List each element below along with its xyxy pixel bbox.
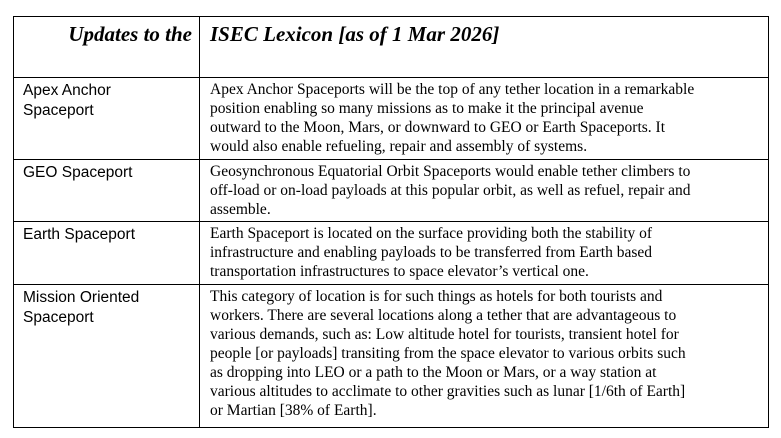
definition-line: outward to the Moon, Mars, or downward to GEO or Earth Spaceports. It [210,119,666,136]
definition-cell [200,222,769,285]
definition-line: various demands, such as: Low altitude hotel for tourists, transient hotel for [210,326,679,343]
table-row [14,222,769,285]
term-cell [14,78,200,160]
definition-line: infrastructure and enabling payloads to be transferred from Earth based [210,244,653,261]
definition-line: assemble. [210,201,271,218]
table-row [14,78,769,160]
lexicon-table [13,16,769,428]
term-line: Earth Spaceport [23,226,136,243]
definition-line: or Martian [38% of Earth]. [210,402,377,419]
table-row [14,285,769,428]
term-cell [14,160,200,222]
term-line: Apex Anchor [23,82,111,99]
definition-line: people [or payloads] transiting from the space elevator to various orbits such [210,345,686,362]
term-cell [14,285,200,428]
term-line: Mission Oriented [23,289,140,306]
definition-line: would also enable refueling, repair and assembly of systems. [210,138,588,155]
definition-line: Apex Anchor Spaceports will be the top of any tether location in a remarkable [210,81,695,98]
definition-cell [200,78,769,160]
term-line: Spaceport [23,102,94,119]
definition-line: off-load or on-load payloads at this popular orbit, as well as refuel, repair and [210,182,691,199]
header-title-right: ISEC Lexicon [as of 1 Mar 2026] [200,17,769,78]
table-row [14,160,769,222]
definition-line: workers. There are several locations along a tether that are advantageous to [210,307,677,324]
term-line: GEO Spaceport [23,164,133,181]
table-header-row [14,17,769,78]
definition-line: position enabling so many missions as to make it the principal avenue [210,100,644,117]
definition-line: Geosynchronous Equatorial Orbit Spaceports would enable tether climbers to [210,163,691,180]
definition-line: transportation infrastructures to space elevator’s vertical one. [210,263,589,280]
header-title-left: Updates to the [14,17,200,78]
definition-cell [200,285,769,428]
definition-line: various altitudes to acclimate to other gravities such as lunar [1/6th of Earth] [210,383,686,400]
definition-line: Earth Spaceport is located on the surface providing both the stability of [210,225,653,242]
definition-line: This category of location is for such things as hotels for both tourists and [210,288,663,305]
term-cell [14,222,200,285]
definition-cell [200,160,769,222]
term-line: Spaceport [23,309,94,326]
definition-line: as dropping into LEO or a path to the Moon or Mars, or a way station at [210,364,657,381]
